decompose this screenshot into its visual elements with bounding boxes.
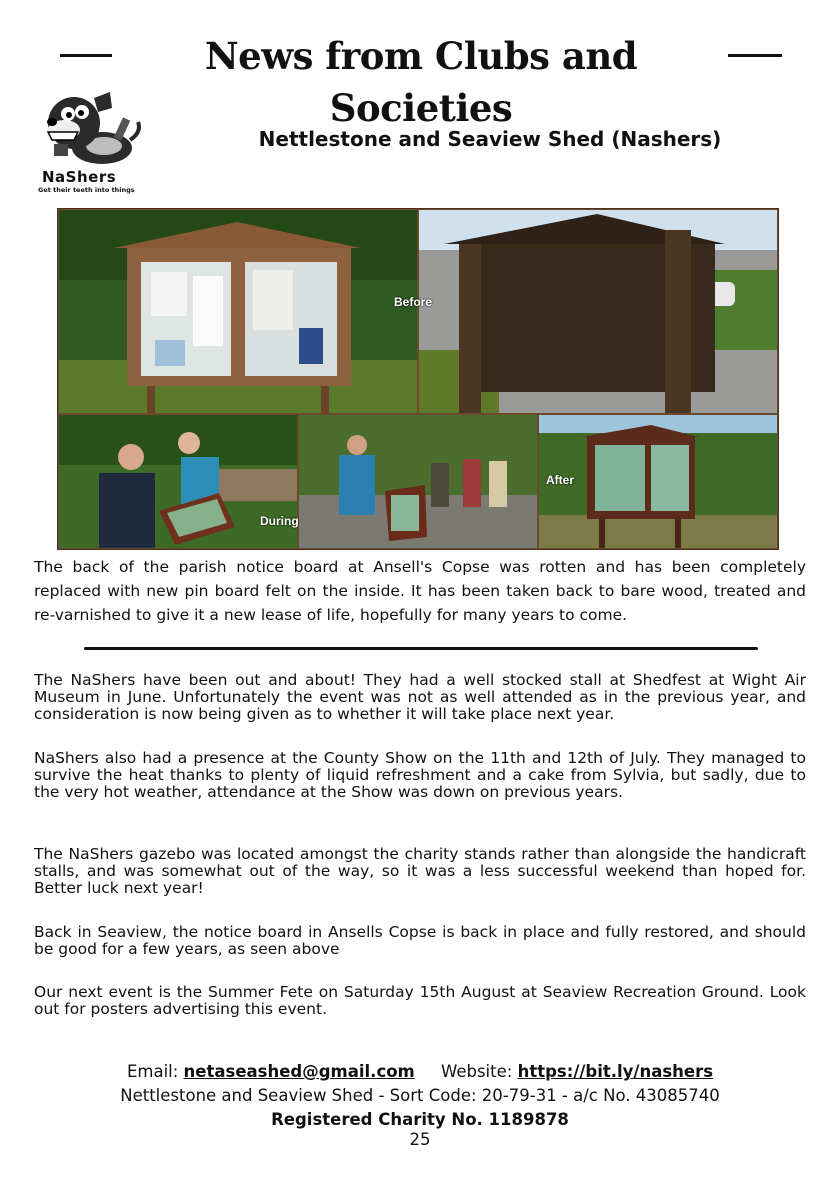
paragraph-shedfest: The NaShers have been out and about! They had a well stocked stall at Shedfest at Wight Air Museum in June. Unfortunately the event was not as well attended as in the previous year, and consideration is now being given as to whether it will take place next year. [34, 671, 806, 723]
lead-paragraph: The back of the parish notice board at Ansell's Copse was rotten and has been completely replaced with new pin board felt on the inside. It has been taken back to bare wood, treated and re-varnished to give it a new lease of life, hopefully for many years to come. [34, 558, 806, 624]
website-link[interactable]: https://bit.ly/nashers [517, 1062, 714, 1081]
before-label: Before [394, 295, 433, 309]
photo-during-work-1 [59, 415, 297, 548]
footer-bank-details: Nettlestone and Seaview Shed - Sort Code: 20-79-31 - a/c No. 43085740 [120, 1086, 720, 1105]
email-label: Email: [126, 1062, 179, 1081]
paragraph-gazebo: The NaShers gazebo was located amongst the charity stands rather than alongside the handicraft stalls, and was somewhat out of the way, so it was a less successful weekend than hoped for. Better luck next year! [34, 845, 806, 897]
paragraph-next-event: Our next event is the Summer Fete on Saturday 15th August at Seaview Recreation Ground. Look out for posters advertising this event. [34, 983, 806, 1018]
nashers-logo [34, 88, 149, 198]
paragraph-county-show: NaShers also had a presence at the County Show on the 11th and 12th of July. They managed to survive the heat thanks to plenty of liquid refreshment and a cake from Sylvia, but sadly, due to the very hot weather, attendance at the Show was down on previous years. [34, 749, 806, 801]
header-rule-right [728, 54, 782, 57]
after-label: After [546, 473, 575, 487]
photo-collage [57, 208, 779, 550]
photo-during-work-2 [299, 415, 537, 548]
page-title: News from Clubs and Societies [204, 34, 638, 130]
photo-after-restored [539, 415, 777, 548]
logo-brand: NaShers [42, 168, 117, 186]
photo-notice-board-back [419, 210, 777, 413]
logo-tagline: Get their teeth into things [38, 186, 135, 194]
article-subtitle: Nettlestone and Seaview Shed (Nashers) [258, 127, 722, 151]
photo-notice-board-front [59, 210, 417, 413]
page-header [0, 30, 840, 130]
page-number: 25 [409, 1130, 431, 1149]
during-label: During [260, 514, 299, 528]
header-rule-left [60, 54, 112, 57]
paragraph-seaview: Back in Seaview, the notice board in Ansells Copse is back in place and fully restored, and should be good for a few years, as seen above [34, 923, 806, 958]
email-link[interactable]: netaseashed@gmail.com [183, 1062, 415, 1081]
footer-contact-line [0, 1062, 840, 1081]
dog-mascot-icon [34, 88, 149, 170]
footer-charity-number: Registered Charity No. 1189878 [271, 1110, 569, 1129]
website-label: Website: [440, 1062, 513, 1081]
section-divider [84, 647, 758, 650]
